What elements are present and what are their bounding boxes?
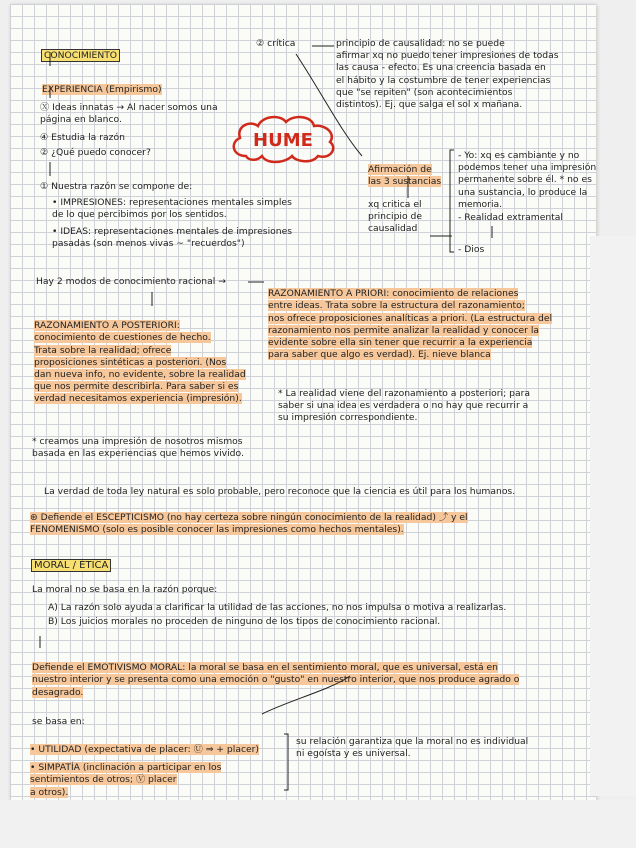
utilidad-text: • UTILIDAD (expectativa de placer: Ⓤ ⇒ + placer) bbox=[30, 744, 260, 756]
a-priori-text: RAZONAMIENTO A PRIORI: conocimiento de relaciones entre ideas. Trata sobre la estructura del razonamiento; nos ofrece proposiciones analíticas a priori. (La estructura del razonamiento nos permite analizar la realidad y conocer la evidente sobre ella sin tener que recurrir a la experiencia para saber que algo es verdad). Ej. nieve blanca bbox=[268, 288, 553, 361]
moral-no-razon: La moral no se basa en la razón porque: bbox=[32, 584, 218, 595]
heading-experiencia bbox=[42, 72, 162, 96]
conocimiento-label: CONOCIMIENTO bbox=[44, 50, 118, 62]
background-gap bbox=[590, 236, 636, 796]
moral-point-b: B) Los juicios morales no proceden de ninguno de los tipos de conocimiento racional. bbox=[48, 616, 441, 627]
impresiones-item: • IMPRESIONES: representaciones mentales simples de lo que percibimos por los sentidos. bbox=[52, 197, 292, 221]
razon-compone: ① Nuestra razón se compone de: bbox=[40, 181, 193, 192]
simpatia-text: • SIMPATÍA (inclinación a participar en los sentimientos de otros; Ⓥ placer a otros). bbox=[30, 762, 222, 798]
hume-title: HUME bbox=[253, 130, 313, 151]
realidad-viene: * La realidad viene del razonamiento a posteriori; para saber si una idea es verdadera o no hay que recurrir a su impresión correspondiente. bbox=[278, 388, 530, 424]
sustancia-dios: - Dios bbox=[458, 244, 485, 255]
principio-causalidad: principio de causalidad: no se puede afirmar xq no puedo tener impresiones de todas las causa - efecto. Es una creencia basada en el hábito y la costumbre de tener experiencias que "se repiten" (son acontecimientos distintos). Ej. que salga el sol x mañana. bbox=[336, 38, 559, 111]
afirmacion-sustancias bbox=[368, 152, 441, 189]
que-puedo-conocer: ② ¿Qué puedo conocer? bbox=[40, 147, 151, 158]
critica-label: ② crítica bbox=[256, 38, 296, 49]
se-basa-en: se basa en: bbox=[32, 716, 85, 727]
estudia-razon: ④ Estudia la razón bbox=[40, 132, 125, 143]
verdad-ley-natural: La verdad de toda ley natural es solo probable, pero reconoce que la ciencia es útil para los humanos. bbox=[44, 486, 516, 497]
dos-modos: Hay 2 modos de conocimiento racional → bbox=[36, 276, 226, 287]
emotivismo-moral bbox=[32, 650, 588, 699]
background-strip bbox=[0, 800, 636, 848]
experiencia-label: EXPERIENCIA (Empirismo) bbox=[42, 84, 162, 96]
moral-heading bbox=[32, 548, 110, 572]
xq-critica: xq critica el principio de causalidad bbox=[368, 199, 422, 235]
moral-title: MORAL / ÉTICA bbox=[34, 560, 109, 572]
a-posteriori-text: RAZONAMIENTO A POSTERIORI: conocimiento de cuestiones de hecho. Trata sobre la realidad; ofrece proposiciones sintéticas a posteriori. (Nos dan nueva info, no evidente, sobre la realidad que nos permite describirla. Para saber si es verdad necesitamos experiencia (impresión). bbox=[34, 320, 246, 405]
emotivismo-text: Defiende el EMOTIVISMO MORAL: la moral se basa en el sentimiento moral, que es universal, está en nuestro interior y se presenta como una emoción o "gusto" en nuestro interior, que nos produce agrado o desagrado. bbox=[32, 662, 520, 698]
ideas-innatas: Ⓧ Ideas innatas → Al nacer somos una página en blanco. bbox=[40, 102, 218, 126]
sustancia-realidad: - Realidad extramental bbox=[458, 212, 563, 223]
ideas-item: • IDEAS: representaciones mentales de impresiones pasadas (son menos vivas ~ "recuerdos") bbox=[52, 226, 293, 250]
moral-point-a: A) La razón solo ayuda a clarificar la utilidad de las acciones, no nos impulsa o motiva a realizarlas. bbox=[48, 602, 507, 613]
creamos-impresion: * creamos una impresión de nosotros mismos basada en las experiencias que hemos vivido. bbox=[32, 436, 244, 460]
razonamiento-a-posteriori bbox=[34, 308, 266, 406]
heading-conocimiento bbox=[42, 38, 119, 62]
sustancia-yo: - Yo: xq es cambiante y no podemos tener una impresión permanente sobre él. * no es una sustancia, lo produce la memoria. bbox=[458, 150, 597, 210]
defiende-text: ⊛ Defiende el ESCEPTICISMO (no hay certeza sobre ningún conocimiento de la realidad) ⤴ y el FENOMENISMO (solo es posible conocer las impresiones como hechos mentales). bbox=[30, 512, 468, 536]
afirmacion-label: Afirmación de las 3 sustancias bbox=[368, 164, 442, 188]
defiende-escepticismo bbox=[30, 500, 590, 537]
hume-cloud bbox=[226, 112, 340, 164]
relacion-garantiza: su relación garantiza que la moral no es individual ni egoísta y es universal. bbox=[296, 736, 529, 760]
razonamiento-a-priori bbox=[268, 276, 594, 361]
simpatia-item bbox=[30, 750, 280, 799]
